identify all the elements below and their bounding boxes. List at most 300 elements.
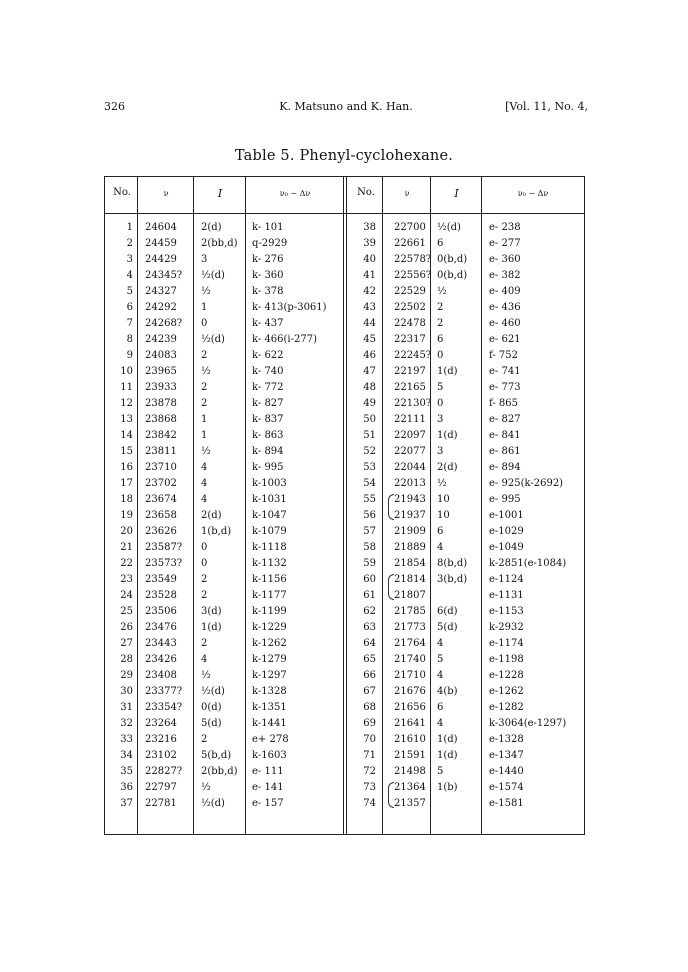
cell-shift: e- 995 [489, 494, 521, 505]
table-row [105, 236, 584, 252]
table-row [105, 636, 584, 652]
header-shift-left: ν₀ − Δν [279, 189, 311, 198]
table-header-row [105, 177, 584, 214]
header-nu-right: ν [404, 189, 410, 198]
cell-no: 23 [120, 574, 133, 585]
cell-intensity: 5(b,d) [201, 750, 232, 761]
cell-nu: 23102 [145, 750, 177, 761]
cell-no: 57 [363, 526, 376, 537]
cell-no: 48 [363, 382, 376, 393]
cell-intensity: 2 [201, 382, 208, 393]
cell-intensity: 6 [437, 702, 444, 713]
cell-shift: k- 466(i-277) [252, 334, 317, 345]
cell-nu: 22077 [394, 446, 426, 457]
cell-no: 32 [120, 718, 133, 729]
cell-no: 17 [120, 478, 133, 489]
cell-nu: 22013 [394, 478, 426, 489]
cell-no: 45 [363, 334, 376, 345]
table-row [105, 684, 584, 700]
data-table [104, 176, 585, 835]
cell-no: 21 [120, 542, 133, 553]
cell-intensity: ½(d) [201, 798, 225, 809]
cell-shift: k- 360 [252, 270, 284, 281]
cell-intensity: 4 [201, 494, 208, 505]
cell-nu: 21773 [394, 622, 426, 633]
cell-no: 4 [126, 270, 133, 281]
cell-shift: e-1347 [489, 750, 524, 761]
cell-shift: e- 925(k-2692) [489, 478, 564, 489]
cell-intensity: 8(b,d) [437, 558, 468, 569]
cell-shift: k-2851(e-1084) [489, 558, 567, 569]
cell-intensity: ½(d) [201, 686, 225, 697]
table-row [105, 316, 584, 332]
header-no-left: No. [113, 187, 131, 198]
cell-no: 51 [363, 430, 376, 441]
cell-no: 5 [126, 286, 133, 297]
cell-intensity: ½(d) [201, 270, 225, 281]
cell-intensity: ½ [201, 782, 211, 793]
cell-shift: k- 101 [252, 222, 284, 233]
table-caption: Table 5. Phenyl-cyclohexane. [234, 148, 454, 164]
cell-no: 34 [120, 750, 133, 761]
cell-shift: e-1174 [489, 638, 524, 649]
cell-no: 61 [363, 590, 376, 601]
cell-intensity: 2 [437, 302, 444, 313]
cell-no: 10 [120, 366, 133, 377]
cell-no: 7 [126, 318, 133, 329]
cell-no: 20 [120, 526, 133, 537]
cell-shift: e-1440 [489, 766, 524, 777]
cell-shift: k-1279 [252, 654, 287, 665]
cell-nu: 21357 [394, 798, 426, 809]
cell-no: 67 [363, 686, 376, 697]
cell-shift: e-1029 [489, 526, 524, 537]
cell-intensity: ½ [201, 446, 211, 457]
cell-nu: 21764 [394, 638, 426, 649]
cell-nu: 24268? [145, 318, 183, 329]
cell-intensity: 1 [201, 414, 208, 425]
cell-nu: 23626 [145, 526, 177, 537]
cell-shift: e- 841 [489, 430, 521, 441]
cell-nu: 22097 [394, 430, 426, 441]
cell-no: 26 [120, 622, 133, 633]
cell-shift: k- 622 [252, 350, 284, 361]
cell-no: 40 [363, 254, 376, 265]
cell-nu: 23710 [145, 462, 177, 473]
cell-no: 60 [363, 574, 376, 585]
cell-no: 33 [120, 734, 133, 745]
cell-no: 43 [363, 302, 376, 313]
cell-intensity: 0(b,d) [437, 270, 468, 281]
cell-nu: 23868 [145, 414, 177, 425]
cell-nu: 23811 [145, 446, 177, 457]
cell-intensity: 4 [437, 670, 444, 681]
running-header [104, 100, 588, 116]
cell-shift: e-1262 [489, 686, 524, 697]
cell-intensity: 1(b,d) [201, 526, 232, 537]
cell-intensity: 2(d) [201, 510, 222, 521]
cell-no: 50 [363, 414, 376, 425]
cell-intensity: 5 [437, 654, 444, 665]
table-row [105, 380, 584, 396]
cell-nu: 24239 [145, 334, 177, 345]
cell-nu: 21937 [394, 510, 426, 521]
cell-shift: e- 621 [489, 334, 521, 345]
cell-intensity: 3 [437, 446, 444, 457]
cell-nu: 23216 [145, 734, 177, 745]
cell-nu: 22197 [394, 366, 426, 377]
table-row [105, 668, 584, 684]
cell-nu: 23408 [145, 670, 177, 681]
cell-shift: k- 772 [252, 382, 284, 393]
cell-no: 53 [363, 462, 376, 473]
cell-intensity: 2 [201, 574, 208, 585]
table-row [105, 396, 584, 412]
cell-no: 47 [363, 366, 376, 377]
cell-intensity: 1(d) [437, 734, 458, 745]
cell-no: 30 [120, 686, 133, 697]
cell-nu: 22661 [394, 238, 426, 249]
cell-shift: e- 861 [489, 446, 521, 457]
cell-intensity: ½ [437, 478, 447, 489]
cell-shift: k- 837 [252, 414, 284, 425]
table-row [105, 412, 584, 428]
cell-shift: k-1603 [252, 750, 287, 761]
cell-nu: 21498 [394, 766, 426, 777]
table-row [105, 716, 584, 732]
cell-no: 74 [363, 798, 376, 809]
cell-intensity: 1 [201, 302, 208, 313]
cell-no: 36 [120, 782, 133, 793]
cell-nu: 22245? [394, 350, 432, 361]
table-row [105, 284, 584, 300]
cell-shift: k-1079 [252, 526, 287, 537]
cell-intensity: 2(d) [201, 222, 222, 233]
cell-intensity: 6 [437, 334, 444, 345]
table-row [105, 620, 584, 636]
cell-no: 37 [120, 798, 133, 809]
cell-no: 55 [363, 494, 376, 505]
cell-shift: e-1228 [489, 670, 524, 681]
table-row [105, 572, 584, 588]
cell-no: 65 [363, 654, 376, 665]
cell-no: 73 [363, 782, 376, 793]
cell-intensity: ½ [201, 670, 211, 681]
cell-nu: 21676 [394, 686, 426, 697]
cell-no: 29 [120, 670, 133, 681]
cell-intensity: 5 [437, 766, 444, 777]
cell-nu: 23549 [145, 574, 177, 585]
cell-shift: e- 141 [252, 782, 284, 793]
cell-intensity: 3(b,d) [437, 574, 468, 585]
cell-no: 49 [363, 398, 376, 409]
cell-intensity: 2(d) [437, 462, 458, 473]
cell-no: 46 [363, 350, 376, 361]
cell-intensity: 10 [437, 510, 450, 521]
cell-no: 28 [120, 654, 133, 665]
table-row [105, 348, 584, 364]
cell-no: 15 [120, 446, 133, 457]
cell-shift: k-1297 [252, 670, 287, 681]
cell-no: 70 [363, 734, 376, 745]
cell-nu: 23528 [145, 590, 177, 601]
cell-no: 35 [120, 766, 133, 777]
cell-no: 39 [363, 238, 376, 249]
table-row [105, 588, 584, 604]
cell-no: 16 [120, 462, 133, 473]
table-row [105, 300, 584, 316]
cell-no: 72 [363, 766, 376, 777]
cell-intensity: 0 [201, 558, 208, 569]
cell-nu: 22781 [145, 798, 177, 809]
cell-no: 31 [120, 702, 133, 713]
table-row [105, 332, 584, 348]
cell-intensity: 0 [437, 350, 444, 361]
cell-nu: 21814 [394, 574, 426, 585]
cell-nu: 24429 [145, 254, 177, 265]
cell-shift: k- 894 [252, 446, 284, 457]
cell-shift: k-1003 [252, 478, 287, 489]
cell-intensity: 0 [201, 318, 208, 329]
cell-shift: k-3064(e-1297) [489, 718, 567, 729]
cell-nu: 21610 [394, 734, 426, 745]
cell-intensity: 0(d) [201, 702, 222, 713]
cell-shift: k-1199 [252, 606, 287, 617]
cell-no: 27 [120, 638, 133, 649]
cell-intensity: ½(d) [201, 334, 225, 345]
table-row [105, 796, 584, 812]
cell-intensity: 6 [437, 526, 444, 537]
cell-nu: 21656 [394, 702, 426, 713]
cell-shift: e- 436 [489, 302, 521, 313]
cell-intensity: 1 [201, 430, 208, 441]
cell-nu: 21710 [394, 670, 426, 681]
table-row [105, 540, 584, 556]
table-row [105, 460, 584, 476]
cell-shift: k-1156 [252, 574, 287, 585]
cell-shift: k-1047 [252, 510, 287, 521]
cell-shift: k-1351 [252, 702, 287, 713]
cell-shift: k-1031 [252, 494, 287, 505]
cell-no: 41 [363, 270, 376, 281]
cell-no: 52 [363, 446, 376, 457]
cell-no: 2 [126, 238, 133, 249]
cell-nu: 23573? [145, 558, 183, 569]
cell-no: 63 [363, 622, 376, 633]
cell-nu: 24083 [145, 350, 177, 361]
cell-shift: k- 827 [252, 398, 284, 409]
cell-nu: 21364 [394, 782, 426, 793]
cell-intensity: 1(d) [437, 750, 458, 761]
table-row [105, 252, 584, 268]
cell-intensity: 2 [201, 638, 208, 649]
cell-shift: k-1118 [252, 542, 287, 553]
cell-intensity: 2 [201, 350, 208, 361]
cell-nu: 22578? [394, 254, 432, 265]
cell-intensity: ½ [437, 286, 447, 297]
running-title: K. Matsuno and K. Han. [279, 100, 413, 113]
cell-no: 69 [363, 718, 376, 729]
cell-shift: e-1001 [489, 510, 524, 521]
cell-shift: e- 827 [489, 414, 521, 425]
table-row [105, 764, 584, 780]
table-row [105, 524, 584, 540]
cell-nu: 23426 [145, 654, 177, 665]
cell-no: 1 [126, 222, 133, 233]
cell-nu: 22827? [145, 766, 183, 777]
cell-shift: e+ 278 [252, 734, 289, 745]
table-row [105, 492, 584, 508]
cell-intensity: 4 [437, 638, 444, 649]
cell-intensity: 1(d) [437, 366, 458, 377]
cell-no: 3 [126, 254, 133, 265]
cell-shift: k-1328 [252, 686, 287, 697]
cell-no: 24 [120, 590, 133, 601]
cell-nu: 23506 [145, 606, 177, 617]
cell-intensity: 2 [201, 590, 208, 601]
cell-shift: k-1262 [252, 638, 287, 649]
cell-nu: 21889 [394, 542, 426, 553]
cell-no: 6 [126, 302, 133, 313]
cell-shift: k-1229 [252, 622, 287, 633]
table-row [105, 556, 584, 572]
cell-intensity: 4 [201, 478, 208, 489]
volume-info: [Vol. 11, No. 4, [505, 100, 588, 113]
table-row [105, 220, 584, 236]
table-row [105, 732, 584, 748]
table-row [105, 268, 584, 284]
cell-shift: e-1581 [489, 798, 524, 809]
cell-intensity: 0 [437, 398, 444, 409]
cell-shift: e- 460 [489, 318, 521, 329]
cell-intensity: 10 [437, 494, 450, 505]
cell-intensity: 4(b) [437, 686, 458, 697]
cell-shift: e- 894 [489, 462, 521, 473]
cell-nu: 22502 [394, 302, 426, 313]
cell-nu: 22111 [394, 414, 426, 425]
table-row [105, 780, 584, 796]
cell-nu: 23658 [145, 510, 177, 521]
cell-shift: k- 378 [252, 286, 284, 297]
cell-nu: 22478 [394, 318, 426, 329]
cell-no: 42 [363, 286, 376, 297]
header-intensity-right: I [454, 187, 459, 200]
cell-shift: k- 995 [252, 462, 284, 473]
header-shift-right: ν₀ − Δν [517, 189, 549, 198]
cell-intensity: 2(bb,d) [201, 238, 238, 249]
cell-shift: e-1574 [489, 782, 524, 793]
cell-shift: e- 238 [489, 222, 521, 233]
cell-no: 54 [363, 478, 376, 489]
cell-no: 71 [363, 750, 376, 761]
cell-nu: 23354? [145, 702, 183, 713]
cell-no: 22 [120, 558, 133, 569]
cell-shift: k- 437 [252, 318, 284, 329]
cell-shift: k- 276 [252, 254, 284, 265]
cell-no: 11 [120, 382, 133, 393]
cell-nu: 21909 [394, 526, 426, 537]
cell-shift: e- 360 [489, 254, 521, 265]
cell-shift: f- 752 [489, 350, 518, 361]
table-row [105, 700, 584, 716]
cell-shift: e-1198 [489, 654, 524, 665]
cell-no: 18 [120, 494, 133, 505]
cell-no: 56 [363, 510, 376, 521]
cell-no: 9 [126, 350, 133, 361]
cell-no: 38 [363, 222, 376, 233]
cell-shift: e-1124 [489, 574, 524, 585]
cell-nu: 23878 [145, 398, 177, 409]
cell-shift: f- 865 [489, 398, 518, 409]
cell-intensity: ½ [201, 286, 211, 297]
cell-intensity: 4 [437, 542, 444, 553]
cell-intensity: ½ [201, 366, 211, 377]
cell-intensity: 5(d) [201, 718, 222, 729]
cell-intensity: 2 [201, 734, 208, 745]
cell-nu: 22700 [394, 222, 426, 233]
cell-intensity: 4 [201, 462, 208, 473]
cell-shift: e-1131 [489, 590, 524, 601]
cell-nu: 23965 [145, 366, 177, 377]
cell-intensity: 3(d) [201, 606, 222, 617]
cell-nu: 21854 [394, 558, 426, 569]
cell-nu: 24459 [145, 238, 177, 249]
cell-nu: 22797 [145, 782, 177, 793]
cell-intensity: 5 [437, 382, 444, 393]
cell-nu: 23476 [145, 622, 177, 633]
cell-shift: k-2932 [489, 622, 524, 633]
cell-shift: e-1328 [489, 734, 524, 745]
table-row [105, 508, 584, 524]
cell-shift: k-1441 [252, 718, 287, 729]
header-nu-left: ν [163, 189, 169, 198]
cell-nu: 22556? [394, 270, 432, 281]
table-row [105, 444, 584, 460]
cell-intensity: 2(bb,d) [201, 766, 238, 777]
cell-nu: 21807 [394, 590, 426, 601]
cell-no: 44 [363, 318, 376, 329]
cell-no: 13 [120, 414, 133, 425]
cell-no: 8 [126, 334, 133, 345]
cell-no: 58 [363, 542, 376, 553]
cell-nu: 23933 [145, 382, 177, 393]
cell-shift: e- 409 [489, 286, 521, 297]
cell-no: 14 [120, 430, 133, 441]
cell-nu: 24604 [145, 222, 177, 233]
cell-nu: 21785 [394, 606, 426, 617]
cell-nu: 21943 [394, 494, 426, 505]
cell-nu: 23842 [145, 430, 177, 441]
cell-nu: 24292 [145, 302, 177, 313]
cell-nu: 23377? [145, 686, 183, 697]
cell-intensity: 2 [437, 318, 444, 329]
cell-nu: 22130? [394, 398, 432, 409]
cell-shift: e-1153 [489, 606, 524, 617]
cell-shift: e- 157 [252, 798, 284, 809]
cell-nu: 21591 [394, 750, 426, 761]
cell-shift: k- 740 [252, 366, 284, 377]
page-number: 326 [104, 100, 125, 113]
cell-intensity: 4 [437, 718, 444, 729]
cell-intensity: 6 [437, 238, 444, 249]
cell-shift: k- 863 [252, 430, 284, 441]
cell-intensity: 1(d) [201, 622, 222, 633]
cell-intensity: 6(d) [437, 606, 458, 617]
cell-no: 66 [363, 670, 376, 681]
cell-nu: 23264 [145, 718, 177, 729]
cell-shift: k- 413(p-3061) [252, 302, 327, 313]
table-row [105, 476, 584, 492]
